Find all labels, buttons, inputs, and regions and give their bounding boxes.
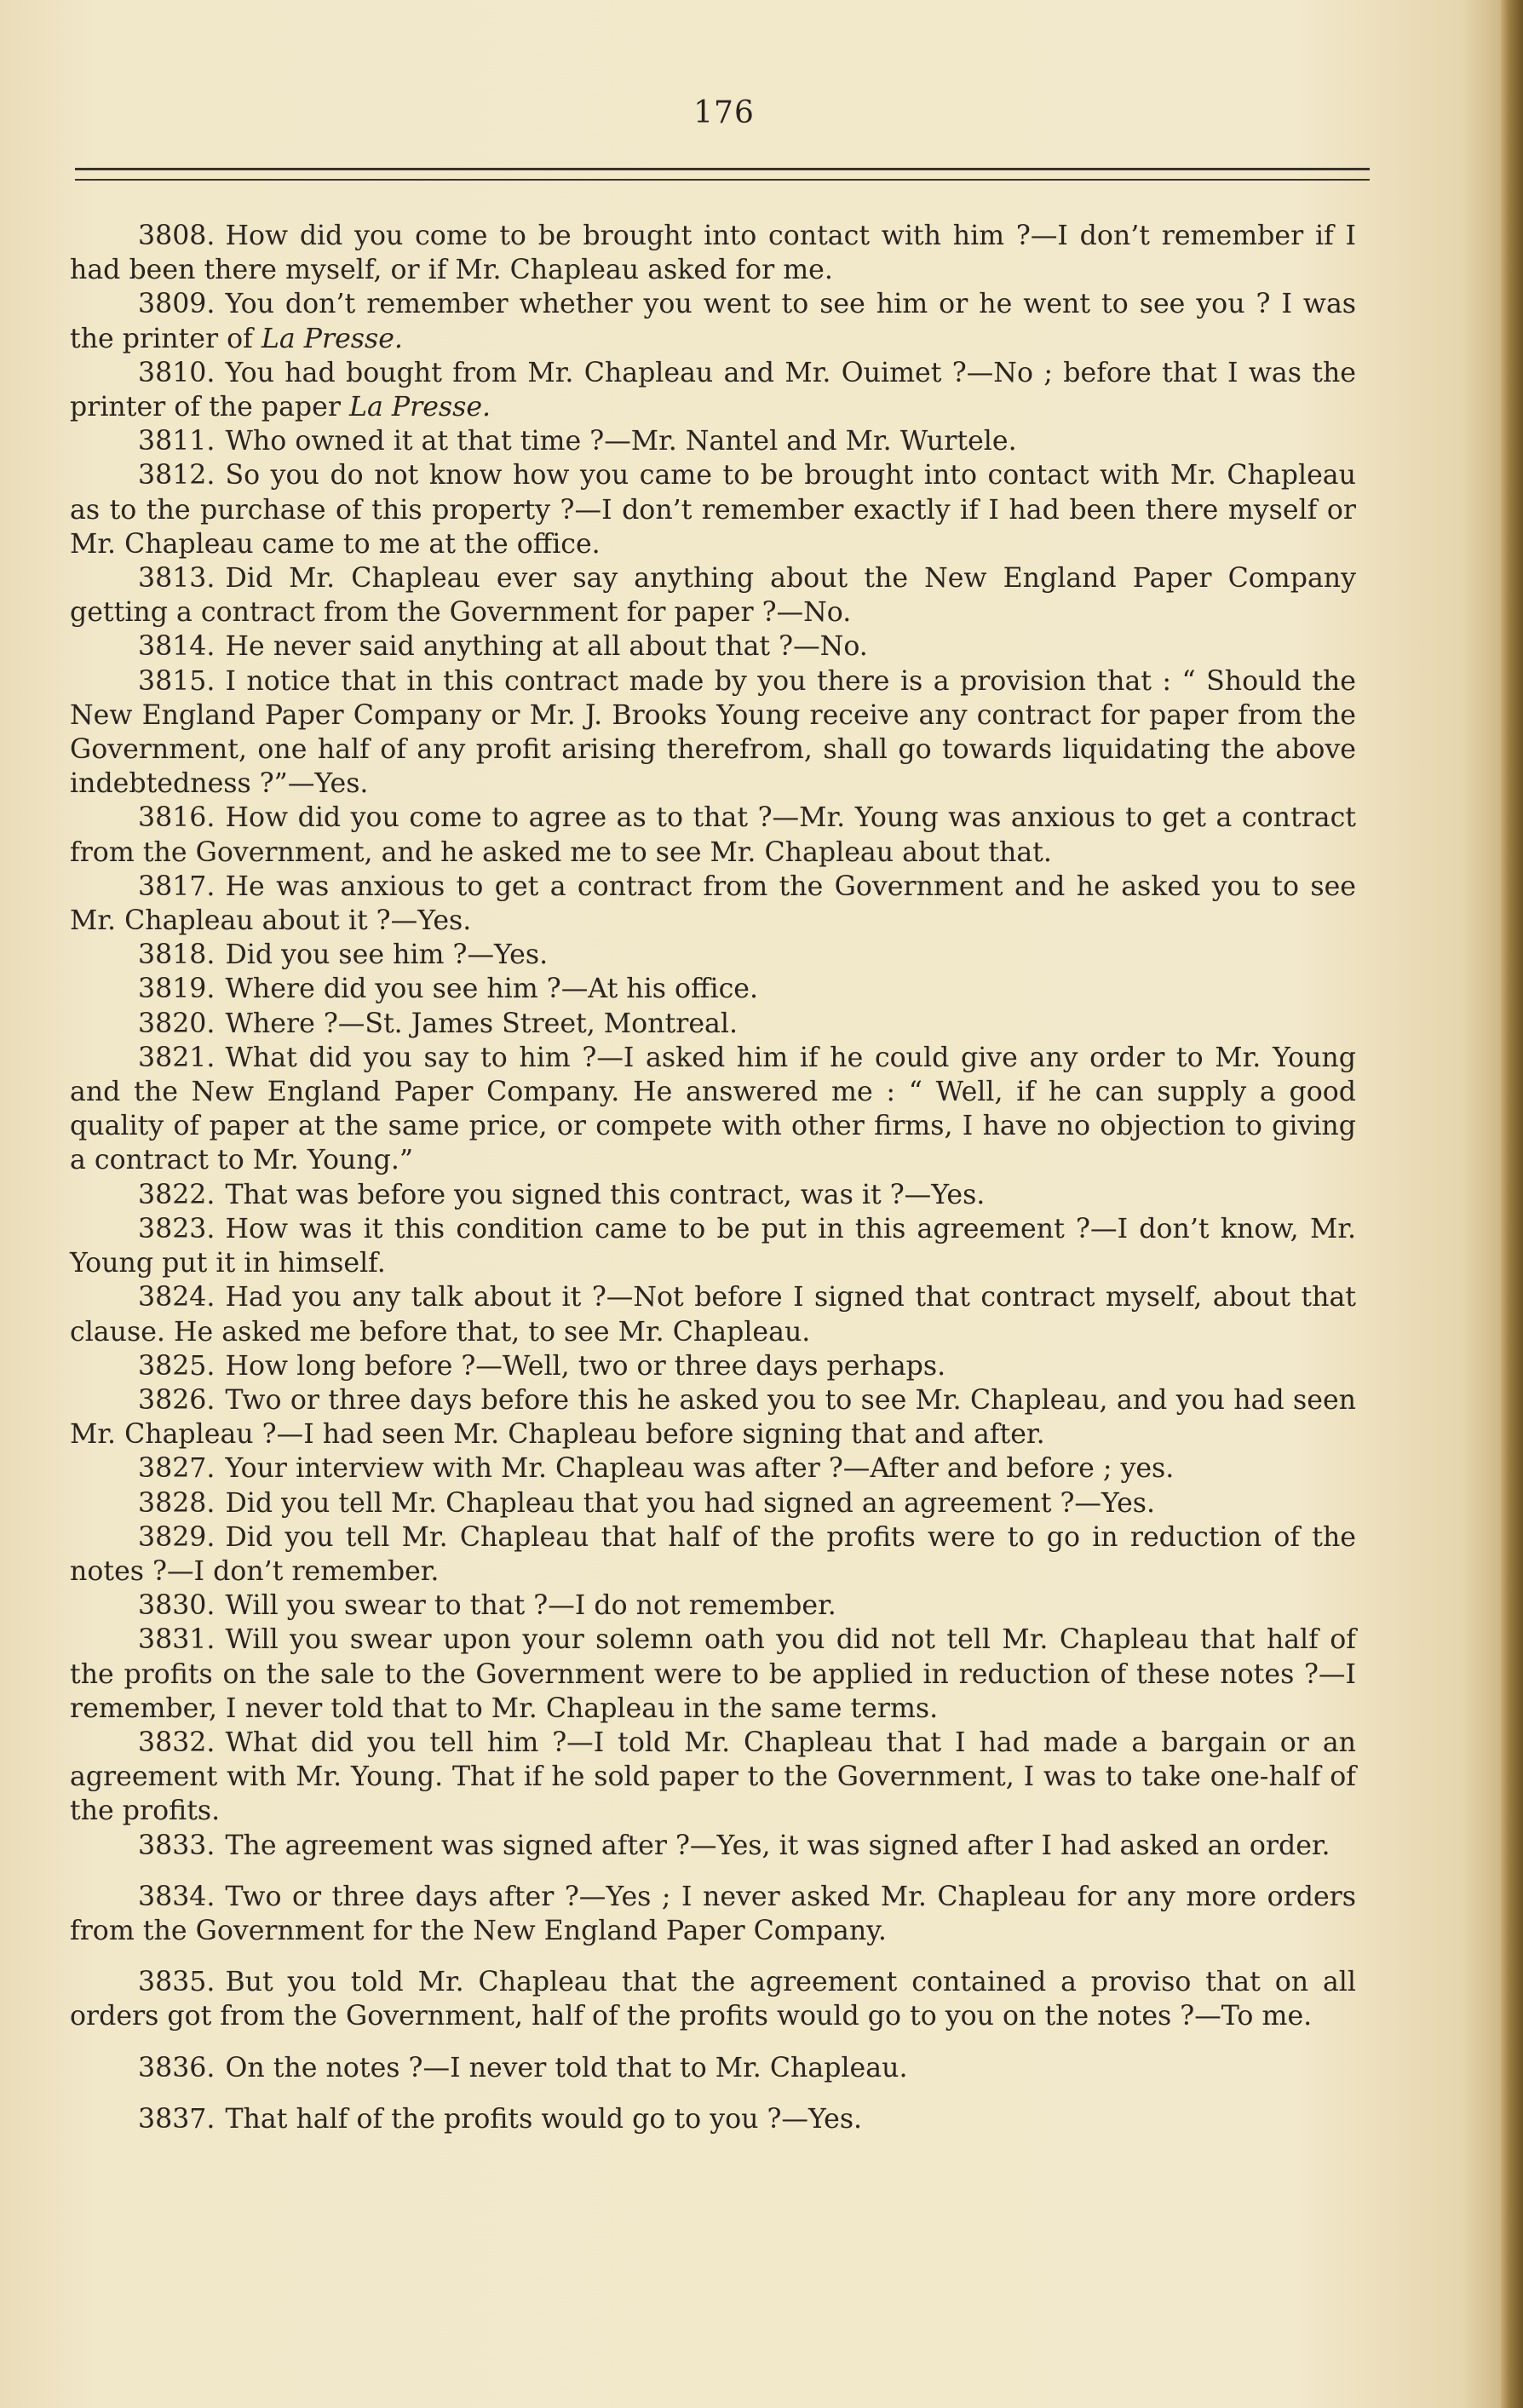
- italic-title: La Presse.: [261, 323, 403, 354]
- question-answer-text: I notice that in this contract made by you there is a provision that : “ Should the New England Paper Company or Mr. J. Brooks Young receive any contract for paper from the Government, one half of any profit arising therefrom, shall go towards liquidating the above indebtedness ?”—Yes.: [70, 665, 1356, 800]
- question-number: 3821.: [138, 1042, 216, 1073]
- testimony-paragraph-3835: [70, 1965, 1356, 2033]
- book-spine-edge: [1501, 0, 1523, 2408]
- question-number: 3823.: [138, 1213, 216, 1244]
- question-number: 3825.: [138, 1350, 216, 1382]
- question-number: 3820.: [138, 1008, 216, 1039]
- question-answer-text: Where did you see him ?—At his office.: [225, 974, 759, 1005]
- question-number: 3834.: [138, 1881, 216, 1912]
- testimony-paragraph-3810: [70, 356, 1356, 424]
- question-answer-text: How did you come to agree as to that ?—Mr. Young was anxious to get a contract from the Government, and he asked me to see Mr. Chapleau about that.: [70, 802, 1356, 868]
- question-number: 3830.: [138, 1590, 216, 1622]
- testimony-paragraph-3820: [70, 1007, 1356, 1041]
- testimony-paragraph-3808: [70, 219, 1356, 287]
- question-answer-text: The agreement was signed after ?—Yes, it was signed after I had asked an order.: [225, 1830, 1330, 1861]
- question-answer-text: But you told Mr. Chapleau that the agreement contained a proviso that on all orders got from the Government, half of the profits would go to you on the notes ?—To me.: [70, 1967, 1356, 2032]
- testimony-paragraph-3837: [70, 2102, 1356, 2136]
- testimony-paragraph-3809: [70, 287, 1356, 355]
- testimony-paragraph-3825: [70, 1349, 1356, 1383]
- question-number: 3828.: [138, 1487, 216, 1519]
- question-answer-text: Had you any talk about it ?—Not before I signed that contract myself, about that clause. He asked me before that, to see Mr. Chapleau.: [70, 1282, 1356, 1348]
- question-answer-text: Two or three days before this he asked you to see Mr. Chapleau, and you had seen Mr. Chapleau ?—I had seen Mr. Chapleau before signing that and after.: [70, 1384, 1356, 1451]
- question-number: 3829.: [138, 1521, 216, 1553]
- question-number: 3815.: [138, 665, 216, 697]
- testimony-paragraph-3813: [70, 561, 1356, 629]
- question-number: 3836.: [138, 2052, 216, 2083]
- page-number: 176: [693, 95, 755, 130]
- testimony-paragraph-3816: [70, 801, 1356, 869]
- testimony-text: [70, 219, 1356, 2136]
- question-number: 3826.: [138, 1384, 216, 1416]
- testimony-paragraph-3812: [70, 458, 1356, 561]
- question-number: 3810.: [138, 357, 216, 388]
- testimony-paragraph-3819: [70, 972, 1356, 1006]
- question-number: 3837.: [138, 2103, 216, 2135]
- testimony-paragraph-3815: [70, 664, 1356, 802]
- question-number: 3831.: [138, 1624, 216, 1656]
- question-answer-text: What did you tell him ?—I told Mr. Chapleau that I had made a bargain or an agreement with Mr. Young. That if he sold paper to the Government, I was to take one-half of the profits.: [70, 1727, 1356, 1827]
- question-answer-text: Did you tell Mr. Chapleau that you had signed an agreement ?—Yes.: [225, 1487, 1156, 1519]
- testimony-paragraph-3821: [70, 1041, 1356, 1178]
- question-answer-text: How long before ?—Well, two or three days perhaps.: [225, 1350, 946, 1382]
- header-rule-bottom: [75, 179, 1370, 181]
- question-answer-text: What did you say to him ?—I asked him if he could give any order to Mr. Young and the New England Paper Company. He answered me : “ Well, if he can supply a good quality of paper at the same price, or compete with other firms, I have no objection to giving a contract to Mr. Young.”: [70, 1042, 1356, 1176]
- question-number: 3816.: [138, 802, 216, 834]
- question-answer-text: How did you come to be brought into contact with him ?—I don’t remember if I had been there myself, or if Mr. Chapleau asked for me.: [70, 221, 1356, 286]
- question-answer-text: Your interview with Mr. Chapleau was after ?—After and before ; yes.: [225, 1453, 1175, 1485]
- testimony-paragraph-3834: [70, 1880, 1356, 1948]
- question-number: 3819.: [138, 974, 216, 1005]
- testimony-paragraph-3822: [70, 1178, 1356, 1212]
- question-answer-text: That half of the profits would go to you ?—Yes.: [225, 2103, 863, 2135]
- question-answer-text: Did you tell Mr. Chapleau that half of the profits were to go in reduction of the notes ?—I don’t remember.: [70, 1521, 1356, 1587]
- question-answer-text: Will you swear upon your solemn oath you did not tell Mr. Chapleau that half of the profits on the sale to the Government were to be applied in reduction of these notes ?—I remember, I never told that to Mr. Chapleau in the same terms.: [70, 1624, 1356, 1724]
- question-number: 3824.: [138, 1282, 216, 1313]
- testimony-paragraph-3829: [70, 1520, 1356, 1589]
- question-answer-text: He never said anything at all about that ?—No.: [225, 631, 868, 663]
- testimony-paragraph-3817: [70, 870, 1356, 938]
- testimony-paragraph-3827: [70, 1451, 1356, 1486]
- testimony-paragraph-3831: [70, 1623, 1356, 1726]
- question-answer-text: Two or three days after ?—Yes ; I never asked Mr. Chapleau for any more orders from the Government for the New England Paper Company.: [70, 1881, 1356, 1946]
- question-answer-text: On the notes ?—I never told that to Mr. Chapleau.: [225, 2052, 908, 2083]
- question-number: 3822.: [138, 1179, 216, 1210]
- question-answer-text: So you do not know how you came to be brought into contact with Mr. Chapleau as to the purchase of this property ?—I don’t remember exactly if I had been there myself or Mr. Chapleau came to me at the office.: [70, 460, 1356, 560]
- testimony-paragraph-3824: [70, 1280, 1356, 1348]
- question-number: 3809.: [138, 289, 216, 320]
- question-answer-text: Who owned it at that time ?—Mr. Nantel and Mr. Wurtele.: [225, 426, 1017, 457]
- testimony-paragraph-3811: [70, 424, 1356, 458]
- question-answer-text: How was it this condition came to be put in this agreement ?—I don’t know, Mr. Young put it in himself.: [70, 1213, 1356, 1279]
- testimony-paragraph-3818: [70, 938, 1356, 972]
- question-number: 3818.: [138, 940, 216, 971]
- question-number: 3832.: [138, 1727, 216, 1758]
- question-answer-text: Where ?—St. James Street, Montreal.: [225, 1008, 738, 1039]
- testimony-paragraph-3832: [70, 1726, 1356, 1829]
- question-number: 3833.: [138, 1830, 216, 1861]
- question-number: 3835.: [138, 1967, 216, 1998]
- question-number: 3827.: [138, 1453, 216, 1485]
- italic-title: La Presse.: [349, 392, 491, 423]
- question-answer-text: He was anxious to get a contract from the Government and he asked you to see Mr. Chapleau about it ?—Yes.: [70, 871, 1356, 937]
- question-number: 3813.: [138, 563, 216, 595]
- question-number: 3817.: [138, 871, 216, 902]
- testimony-paragraph-3833: [70, 1829, 1356, 1863]
- header-rule-top: [75, 168, 1370, 170]
- testimony-paragraph-3828: [70, 1486, 1356, 1520]
- testimony-paragraph-3836: [70, 2051, 1356, 2085]
- testimony-paragraph-3823: [70, 1212, 1356, 1280]
- question-answer-text: Did you see him ?—Yes.: [225, 940, 549, 971]
- question-number: 3812.: [138, 460, 216, 491]
- testimony-paragraph-3814: [70, 629, 1356, 664]
- question-number: 3811.: [138, 426, 216, 457]
- question-answer-text: You had bought from Mr. Chapleau and Mr. Ouimet ?—No ; before that I was the printer of the paper: [70, 357, 1356, 423]
- question-answer-text: Did Mr. Chapleau ever say anything about the New England Paper Company getting a contract from the Government for paper ?—No.: [70, 563, 1356, 629]
- testimony-paragraph-3830: [70, 1589, 1356, 1623]
- question-answer-text: Will you swear to that ?—I do not remember.: [225, 1590, 836, 1622]
- question-answer-text: You don’t remember whether you went to see him or he went to see you ? I was the printer of: [70, 289, 1356, 354]
- question-number: 3814.: [138, 631, 216, 663]
- question-answer-text: That was before you signed this contract, was it ?—Yes.: [225, 1179, 986, 1210]
- testimony-paragraph-3826: [70, 1383, 1356, 1451]
- question-number: 3808.: [138, 221, 216, 251]
